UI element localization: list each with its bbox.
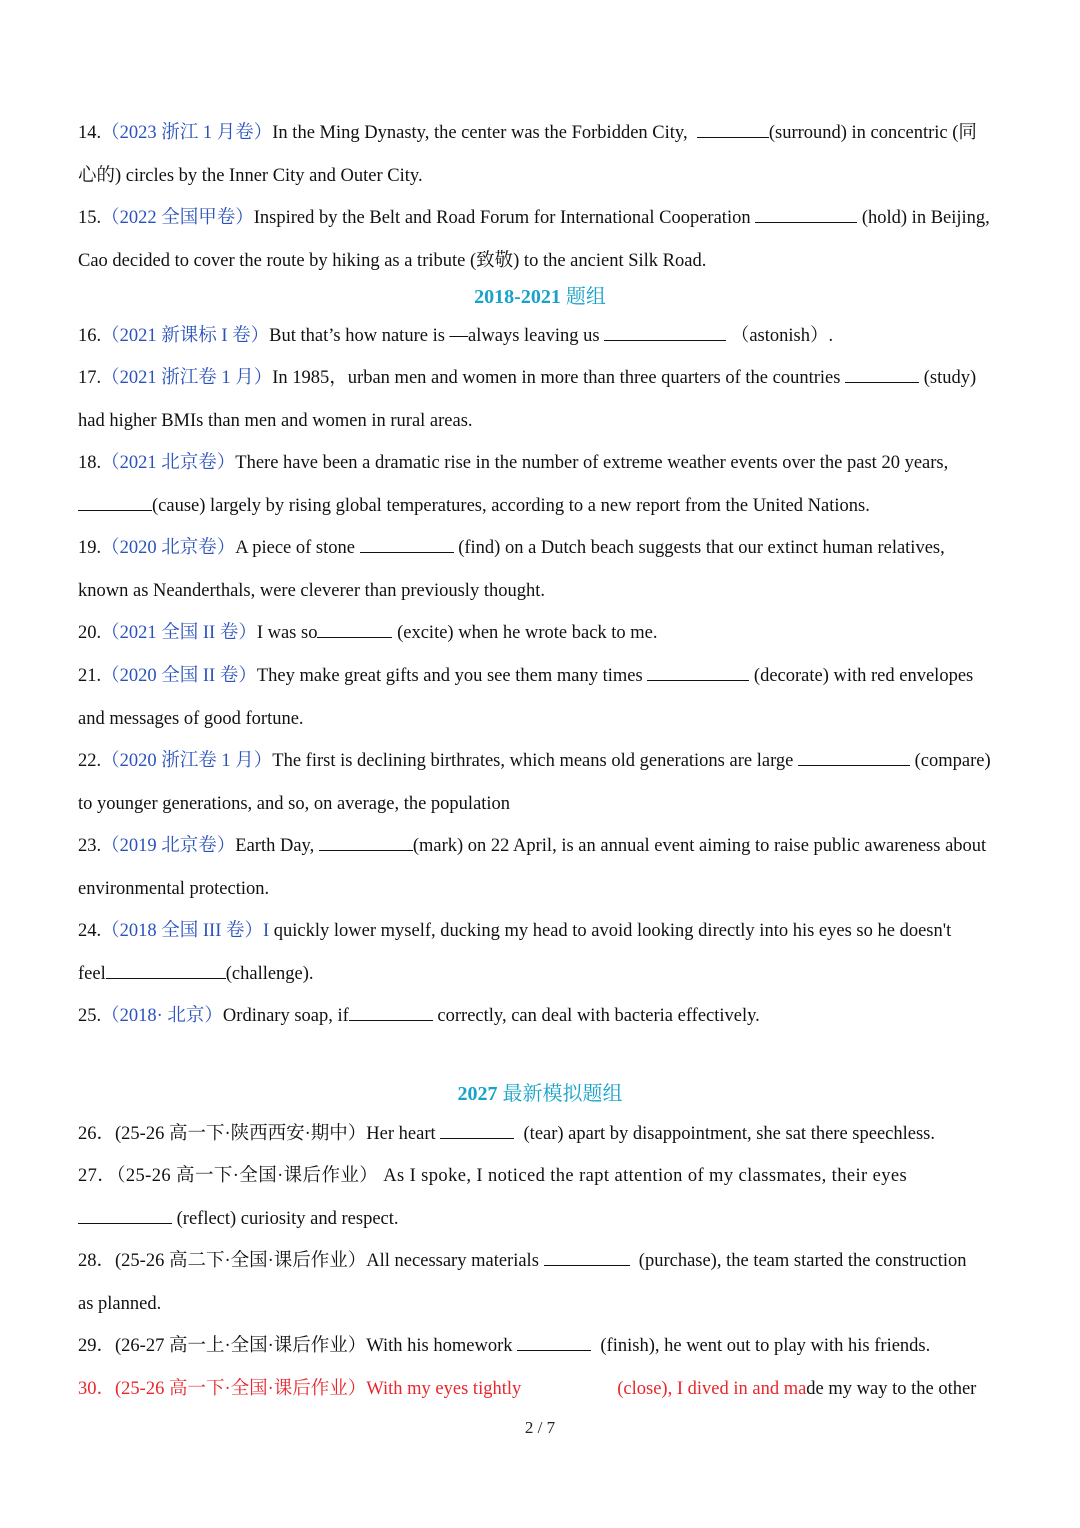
question-number: 20.	[78, 623, 102, 643]
question-source: （2018· 北京）	[101, 1006, 223, 1026]
question-text: (purchase), the team started the construction	[638, 1251, 967, 1271]
answer-blank[interactable]	[78, 1208, 172, 1224]
question-text: Cao decided to cover the route by hiking as a tribute (致敬) to the ancient Silk Road.	[78, 251, 707, 271]
question-source: （2021 浙江卷 1 月）	[101, 368, 273, 388]
section-heading-2027	[0, 1081, 1080, 1107]
question-23-line-2	[78, 877, 1008, 901]
question-21-line-2	[78, 707, 1008, 731]
answer-blank[interactable]	[317, 622, 392, 638]
question-text: All necessary materials	[366, 1251, 539, 1271]
question-14-line-1	[78, 121, 1008, 145]
question-27-line-1	[78, 1164, 1008, 1188]
question-number: 16.	[78, 326, 102, 346]
question-19-line-1	[78, 536, 1008, 560]
question-24-line-1	[78, 919, 1008, 943]
answer-blank[interactable]	[798, 750, 910, 766]
question-17-line-2	[78, 409, 1008, 433]
question-text: 心的) circles by the Inner City and Outer City.	[78, 166, 423, 186]
question-number: 23.	[78, 836, 102, 856]
answer-blank[interactable]	[440, 1123, 514, 1139]
question-text: Ordinary soap, if	[222, 1006, 349, 1026]
question-text: (challenge).	[225, 964, 314, 984]
page-number: 2 / 7	[524, 1418, 556, 1437]
question-text: In 1985，urban men and women in more than three quarters of the countries	[272, 368, 841, 388]
question-number: 28．	[78, 1251, 116, 1271]
question-source: （2020 浙江卷 1 月）	[101, 751, 273, 771]
question-number: 25.	[78, 1006, 102, 1026]
question-number: 22.	[78, 751, 102, 771]
question-source: （2021 北京卷）	[101, 453, 236, 473]
question-number: 18.	[78, 453, 102, 473]
question-text: There have been a dramatic rise in the number of extreme weather events over the past 20 years,	[235, 453, 949, 473]
answer-blank[interactable]	[697, 122, 769, 138]
question-number: 30．	[78, 1379, 116, 1399]
question-text: The first is declining birthrates, which means old generations are large	[272, 751, 794, 771]
question-text: (mark) on 22 April, is an annual event aiming to raise public awareness about	[412, 836, 987, 856]
question-source: （2021 新课标 I 卷）	[101, 326, 270, 346]
question-text: de my way to the other	[806, 1379, 977, 1399]
question-number: 15.	[78, 208, 102, 228]
question-text: （astonish）.	[730, 326, 834, 346]
question-source: (25-26 高二下·全国·课后作业）	[115, 1251, 367, 1271]
question-text: quickly lower myself, ducking my head to avoid looking directly into his eyes so he doesn't	[273, 921, 952, 941]
heading-year: 2027	[457, 1083, 498, 1105]
question-19-line-2	[78, 579, 1008, 603]
question-22-line-1	[78, 749, 1008, 773]
answer-blank[interactable]	[755, 207, 857, 223]
question-28-line-1	[78, 1249, 1008, 1273]
question-source: （2021 全国 II 卷）	[101, 623, 257, 643]
question-18-line-2	[78, 494, 1008, 518]
question-source: （2020 北京卷）	[101, 538, 236, 558]
question-text: They make great gifts and you see them many times	[256, 666, 643, 686]
question-text: as planned.	[78, 1294, 162, 1314]
question-text: (excite) when he wrote back to me.	[397, 623, 658, 643]
question-23-line-1	[78, 834, 1008, 858]
question-27-line-2	[78, 1207, 1008, 1231]
question-source: (25-26 高一下·陕西西安·期中）	[115, 1124, 367, 1144]
question-text: and messages of good fortune.	[78, 709, 304, 729]
answer-blank[interactable]	[647, 665, 749, 681]
answer-blank[interactable]	[360, 537, 454, 553]
question-source: (26-27 高一上·全国·课后作业）	[115, 1336, 367, 1356]
answer-blank[interactable]	[544, 1250, 630, 1266]
question-15-line-2	[78, 249, 1008, 273]
question-text: Earth Day,	[235, 836, 315, 856]
question-25-line-1	[78, 1004, 1008, 1028]
answer-blank[interactable]	[319, 835, 413, 851]
question-text: (tear) apart by disappointment, she sat there speechless.	[523, 1124, 935, 1144]
question-22-line-2	[78, 792, 1008, 816]
question-source: （2019 北京卷）	[101, 836, 236, 856]
heading-year: 2018-2021	[474, 286, 561, 308]
question-text: (study)	[923, 368, 977, 388]
question-text: (find) on a Dutch beach suggests that our extinct human relatives,	[458, 538, 945, 558]
question-28-line-2	[78, 1292, 1008, 1316]
question-text: A piece of stone	[235, 538, 355, 558]
question-16-line-1	[78, 324, 1008, 348]
question-text: But that’s how nature is —always leaving us	[269, 326, 600, 346]
question-text: known as Neanderthals, were cleverer than previously thought.	[78, 581, 545, 601]
question-number: 14.	[78, 123, 102, 143]
question-text: Inspired by the Belt and Road Forum for International Cooperation	[253, 208, 751, 228]
question-source: （25-26 高一下·全国·课后作业）	[116, 1166, 379, 1186]
question-18-line-1	[78, 451, 1008, 475]
question-text: to younger generations, and so, on average, the population	[78, 794, 511, 814]
question-text: (cause) largely by rising global temperatures, according to a new report from the United Nations.	[152, 496, 870, 516]
question-text: With my eyes tightly	[366, 1379, 522, 1399]
question-30-line-1	[78, 1377, 1008, 1401]
heading-label: 最新模拟题组	[502, 1083, 623, 1105]
section-heading-2018-2021	[0, 284, 1080, 310]
question-26-line-1	[78, 1122, 1008, 1146]
question-21-line-1	[78, 664, 1008, 688]
question-text: environmental protection.	[78, 879, 270, 899]
question-15-line-1	[78, 206, 1008, 230]
question-text: (close), I dived in and ma	[617, 1379, 807, 1399]
question-text: had higher BMIs than men and women in rural areas.	[78, 411, 473, 431]
question-text: feel	[78, 964, 106, 984]
question-text: As I spoke, I noticed the rapt attention of my classmates, their eyes	[383, 1166, 908, 1186]
question-24-line-2	[78, 962, 1008, 986]
answer-blank[interactable]	[78, 495, 152, 511]
question-text: (reflect) curiosity and respect.	[176, 1209, 399, 1229]
question-text: Her heart	[366, 1124, 436, 1144]
answer-blank[interactable]	[349, 1005, 433, 1021]
question-number: 19.	[78, 538, 102, 558]
answer-blank[interactable]	[604, 325, 726, 341]
question-text: correctly, can deal with bacteria effectively.	[437, 1006, 760, 1026]
question-source: （2023 浙江 1 月卷）	[101, 123, 273, 143]
question-text: (finish), he went out to play with his friends.	[600, 1336, 931, 1356]
question-text: In the Ming Dynasty, the center was the Forbidden City,	[272, 123, 688, 143]
question-text: (hold) in Beijing,	[861, 208, 990, 228]
question-source: （2020 全国 II 卷）	[101, 666, 257, 686]
question-number: 29．	[78, 1336, 116, 1356]
question-number: 26．	[78, 1124, 116, 1144]
question-20-line-1	[78, 621, 1008, 645]
question-source: （2018 全国 III 卷）I	[101, 921, 270, 941]
answer-blank[interactable]	[845, 367, 919, 383]
question-text: (compare)	[914, 751, 991, 771]
answer-blank[interactable]	[517, 1335, 591, 1351]
question-text: (decorate) with red envelopes	[753, 666, 974, 686]
question-14-line-2	[78, 164, 1008, 188]
answer-blank[interactable]	[106, 963, 226, 979]
question-text: With his homework	[366, 1336, 513, 1356]
question-text: (surround) in concentric (同	[768, 123, 977, 143]
heading-label: 题组	[565, 286, 606, 308]
question-source: （2022 全国甲卷）	[101, 208, 254, 228]
question-number: 27．	[78, 1166, 117, 1186]
question-source: (25-26 高一下·全国·课后作业）	[115, 1379, 367, 1399]
question-number: 21.	[78, 666, 102, 686]
question-text: I was so	[256, 623, 318, 643]
question-number: 24.	[78, 921, 102, 941]
question-17-line-1	[78, 366, 1008, 390]
question-number: 17.	[78, 368, 102, 388]
question-29-line-1	[78, 1334, 1008, 1358]
